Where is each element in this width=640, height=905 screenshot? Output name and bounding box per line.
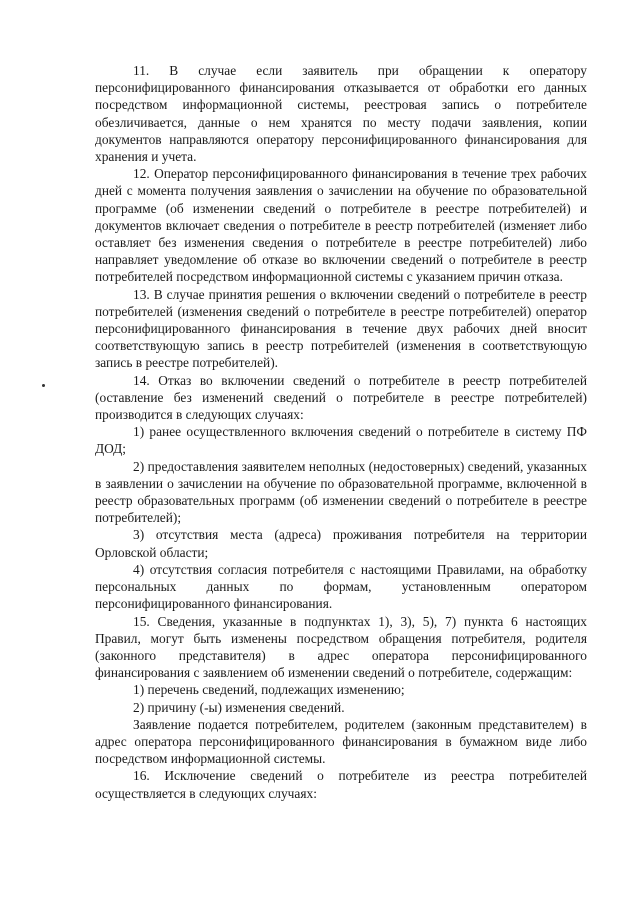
paragraph-15-item-1: 1) перечень сведений, подлежащих изменению; — [133, 682, 405, 698]
paragraph-16: 16. Исключение сведений о потребителе из реестра потребителей осуществляется в следующих случаях: — [95, 768, 587, 801]
paragraph-14: 14. Отказ во включении сведений о потребителе в реестр потребителей (оставление без изменений сведений о потребителе в реестре потребителей) производится в следующих случаях: — [95, 372, 587, 423]
paragraph-14-item-3: 3) отсутствия места (адреса) проживания потребителя на территории Орловской области; — [95, 527, 587, 560]
paragraph-12: 12. Оператор персонифицированного финансирования в течение трех рабочих дней с момента получения заявления о зачислении на обучение по образовательной программе (об изменении сведений о потребителе в реестре потребителей) и документов включает сведения о потребителе в реестр потребителей (изменяет либо оставляет без изменения сведения о потребителе в реестре потребителей) либо направляет уведомление об отказе во включении сведений о потребителе в реестр потребителей посредством информационной системы с указанием причин отказа. — [95, 166, 587, 285]
scan-dot-mark — [42, 384, 45, 387]
paragraph-15-item-2: 2) причину (-ы) изменения сведений. — [133, 699, 345, 715]
paragraph-14-item-2: 2) предоставления заявителем неполных (недостоверных) сведений, указанных в заявлении о зачислении на обучение по образовательной программе, включенной в реестр образовательных программ (об изменении сведений о потребителе в реестре потребителей); — [95, 458, 587, 526]
paragraph-15-note: Заявление подается потребителем, родителем (законным представителем) в адрес оператора персонифицированного финансирования в бумажном виде либо посредством информационной системы. — [95, 716, 587, 767]
paragraph-14-item-4: 4) отсутствия согласия потребителя с настоящими Правилами, на обработку персональных данных по формам, установленным оператором персонифицированного финансирования. — [95, 561, 587, 612]
paragraph-13: 13. В случае принятия решения о включении сведений о потребителе в реестр потребителей (изменения сведений о потребителе в реестре потребителей) оператор персонифицированного финансирования в течение двух рабочих дней вносит соответствующую запись в реестр потребителей (изменения в соответствующую запись в реестре потребителей). — [95, 286, 587, 371]
paragraph-11: 11. В случае если заявитель при обращении к оператору персонифицированного финансирования отказывается от обработки его данных посредством информационной системы, реестровая запись о потребителе обезличивается, данные о нем хранятся по месту подачи заявления, копии документов направляются оператору персонифицированного финансирования для хранения и учета. — [95, 63, 587, 165]
paragraph-14-item-1: 1) ранее осуществленного включения сведений о потребителе в систему ПФ ДОД; — [95, 424, 587, 457]
document-page — [95, 62, 587, 802]
paragraph-15: 15. Сведения, указанные в подпунктах 1), 3), 5), 7) пункта 6 настоящих Правил, могут быть изменены посредством обращения потребителя, родителя (законного представителя) в адрес оператора персонифицированного финансирования с заявлением об изменении сведений о потребителе, содержащим: — [95, 613, 587, 681]
